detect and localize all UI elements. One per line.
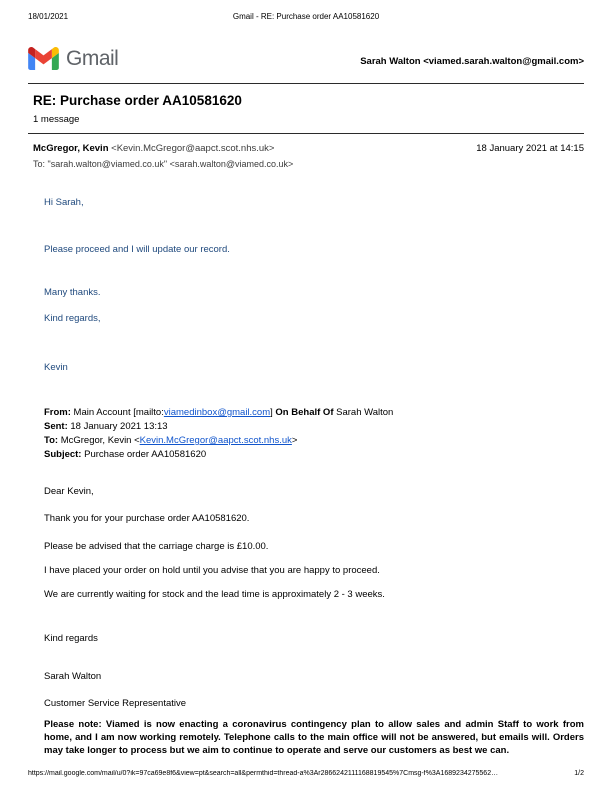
- reply-body: [44, 197, 584, 373]
- gmail-logo: [28, 46, 118, 71]
- quoted-paragraph: Thank you for your purchase order AA10581620.: [44, 513, 250, 525]
- on-behalf-value: Sarah Walton: [333, 406, 394, 418]
- message-date: 18 January 2021 at 14:15: [476, 142, 584, 154]
- to-text-close: >: [291, 434, 298, 446]
- quoted-from-line: [44, 406, 584, 420]
- sender-email: <Kevin.McGregor@aapct.scot.nhs.uk>: [111, 142, 275, 154]
- reply-line: Many thanks.: [44, 286, 101, 298]
- gmail-m-icon: [28, 47, 59, 70]
- quoted-sent-line: [44, 420, 584, 434]
- quoted-paragraph: We are currently waiting for stock and the lead time is approximately 2 - 3 weeks.: [44, 589, 385, 601]
- divider-top: [28, 83, 584, 84]
- reply-line: Hi Sarah,: [44, 196, 84, 208]
- print-footer: [28, 770, 584, 778]
- quoted-subject-line: [44, 448, 584, 462]
- sent-label: Sent:: [44, 420, 68, 432]
- quoted-headers: [44, 406, 584, 462]
- subject-value: Purchase order AA10581620: [81, 448, 207, 460]
- quoted-paragraph: I have placed your order on hold until you advise that you are happy to proceed.: [44, 565, 380, 577]
- quoted-paragraph: Dear Kevin,: [44, 485, 94, 497]
- on-behalf-label: On Behalf Of: [275, 406, 334, 418]
- quoted-message: [44, 406, 584, 757]
- from-text-close: ]: [270, 406, 276, 418]
- quoted-body: [44, 486, 584, 757]
- reply-line: Kind regards,: [44, 313, 101, 325]
- print-title: Gmail - RE: Purchase order AA10581620: [232, 12, 380, 21]
- reply-line: Kevin: [44, 361, 68, 373]
- thread-subject: RE: Purchase order AA10581620: [33, 93, 242, 109]
- to-label: To:: [44, 434, 59, 446]
- reply-line: Please proceed and I will update our record.: [44, 244, 230, 256]
- print-header: [28, 12, 584, 22]
- print-date: 18/01/2021: [28, 12, 69, 21]
- sent-value: 18 January 2021 13:13: [67, 420, 168, 432]
- message-header: [28, 143, 584, 154]
- quoted-signature-name: Sarah Walton: [44, 671, 102, 683]
- thread-message-count: 1 message: [33, 114, 80, 126]
- sender-name: McGregor, Kevin: [33, 142, 112, 154]
- to-email-link[interactable]: Kevin.McGregor@aapct.scot.nhs.uk: [139, 434, 292, 446]
- message-recipient: To: "sarah.walton@viamed.co.uk" <sarah.walton@viamed.co.uk>: [33, 159, 294, 170]
- from-email-link[interactable]: viamedinbox@gmail.com: [163, 406, 271, 418]
- print-footer-url: https://mail.google.com/mail/u/0?ik=97ca69e8f6&view=pt&search=all&permthid=thread-a%3Ar2866242111168819545%7Cmsg-f%3A1689234275562…: [28, 769, 499, 777]
- account-owner: Sarah Walton <viamed.sarah.walton@gmail.com>: [360, 55, 584, 67]
- from-text: Main Account [mailto:: [70, 406, 164, 418]
- divider-thread: [28, 133, 584, 134]
- to-text: McGregor, Kevin <: [58, 434, 140, 446]
- from-label: From:: [44, 406, 71, 418]
- thread-header: [33, 93, 584, 126]
- quoted-paragraph: Please be advised that the carriage charge is £10.00.: [44, 540, 269, 552]
- message-sender: [33, 143, 274, 154]
- gmail-masthead: [28, 46, 584, 71]
- gmail-wordmark: Gmail: [66, 47, 119, 70]
- quoted-signature-title: Customer Service Representative: [44, 697, 187, 709]
- quoted-to-line: [44, 434, 584, 448]
- covid-notice: Please note: Viamed is now enacting a coronavirus contingency plan to allow sales and admin Staff to work from home, and I am now working remotely. Telephone calls to the main office will not be answered, but emails will. Orders may take longer to process but we aim to continue to operate and serve our customers as best we can.: [44, 719, 584, 757]
- quoted-paragraph: Kind regards: [44, 632, 98, 644]
- subject-label: Subject:: [44, 448, 82, 460]
- print-footer-page-number: 1/2: [574, 769, 584, 777]
